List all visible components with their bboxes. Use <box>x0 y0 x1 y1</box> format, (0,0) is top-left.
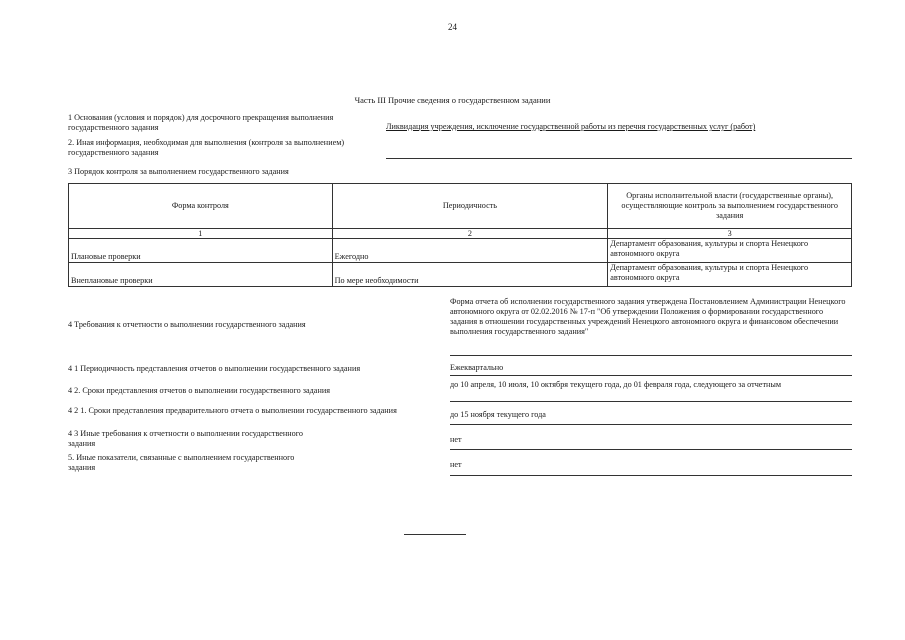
reporting-deadlines-value: до 10 апреля, 10 июля, 10 октября текущего года, до 01 февраля года, следующего за отчетным <box>450 380 852 402</box>
other-reporting-requirements-value: нет <box>450 435 852 450</box>
other-info-blank-line <box>386 158 852 159</box>
column-number: 1 <box>69 229 333 239</box>
column-number-row <box>69 229 852 239</box>
control-form-cell: Внеплановые проверки <box>69 263 333 287</box>
header-authorities: Органы исполнительной власти (государственные органы), осуществляющие контроль за выполнением государственного задания <box>608 184 852 229</box>
control-table-header-row <box>69 184 852 229</box>
reporting-deadlines-label: 4 2. Сроки представления отчетов о выполнении государственного задания <box>68 386 330 395</box>
reporting-frequency-label: 4 1 Периодичность представления отчетов о выполнении государственного задания <box>68 364 361 373</box>
other-indicators-label: 5. Иные показатели, связанные с выполнением государственного задания <box>68 453 295 472</box>
early-termination-label: 1 Основания (условия и порядок) для досрочного прекращения выполнения государственного задания <box>68 113 334 132</box>
preliminary-report-deadline-label: 4 2 1. Сроки представления предварительного отчета о выполнении государственного задания <box>68 406 397 415</box>
other-reporting-requirements-label: 4 3 Иные требования к отчетности о выполнении государственного задания <box>68 429 304 448</box>
reporting-frequency-value: Ежеквартально <box>450 363 852 376</box>
periodicity-cell: По мере необходимости <box>332 263 608 287</box>
control-form-cell: Плановые проверки <box>69 239 333 263</box>
control-heading: 3 Порядок контроля за выполнением государственного задания <box>68 167 289 176</box>
column-number: 3 <box>608 229 852 239</box>
table-row <box>69 263 852 287</box>
reporting-requirements-label: 4 Требования к отчетности о выполнении государственного задания <box>68 320 306 329</box>
other-indicators-value: нет <box>450 460 852 476</box>
part-title: Часть III Прочие сведения о государственном задании <box>354 95 551 105</box>
page-number: 24 <box>448 22 457 32</box>
control-table <box>68 183 852 287</box>
column-number: 2 <box>332 229 608 239</box>
header-periodicity: Периодичность <box>332 184 608 229</box>
preliminary-report-deadline-value: до 15 ноября текущего года <box>450 410 852 425</box>
authority-cell: Департамент образования, культуры и спорта Ненецкого автономного округа <box>608 239 852 263</box>
early-termination-value: Ликвидация учреждения, исключение государственной работы из перечня государственных услуг (работ) <box>386 122 756 131</box>
table-row <box>69 239 852 263</box>
reporting-requirements-value: Форма отчета об исполнении государственного задания утверждена Постановлением Администрации Ненецкого автономного округа от 02.02.2016 № 17-п "Об утверждении Положения о формировании государственного задания в отношении государственных учреждений Ненецкого автономного округа и финансовом обеспечении выполнения государственного задания" <box>450 297 852 356</box>
footer-rule <box>404 534 466 535</box>
other-info-label: 2. Иная информация, необходимая для выполнения (контроля за выполнением) государственного задания <box>68 138 345 157</box>
authority-cell: Департамент образования, культуры и спорта Ненецкого автономного округа <box>608 263 852 287</box>
periodicity-cell: Ежегодно <box>332 239 608 263</box>
header-control-form: Форма контроля <box>69 184 333 229</box>
